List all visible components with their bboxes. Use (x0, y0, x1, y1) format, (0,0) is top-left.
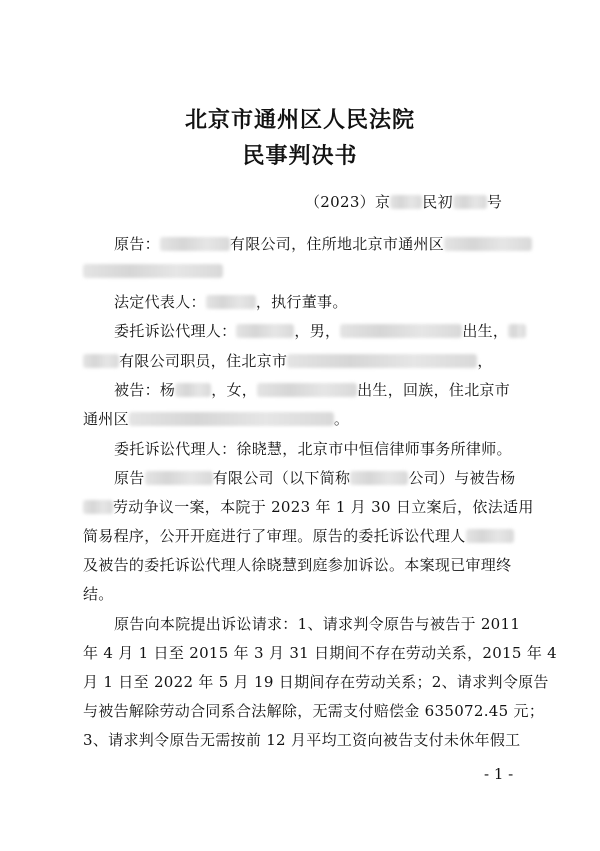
case-intro-line-1: 原告 有限公司（以下简称 公司）与被告杨 (114, 469, 516, 487)
redaction (444, 237, 532, 251)
defendant-agent: 委托诉讼代理人：徐晓慧，北京市中恒信律师事务所律师。 (114, 440, 512, 458)
plaintiff-agent: 委托诉讼代理人： ，男， 出生， (114, 320, 526, 341)
redaction (129, 412, 334, 426)
claims-line-2: 年 4 月 1 日至 2015 年 3 月 31 日期间不存在劳动关系，2015 年 4 (83, 644, 558, 662)
redaction (257, 383, 357, 397)
case-intro-line-2: 劳动争议一案，本院于 2023 年 1 月 30 日立案后，依法适用 (83, 496, 534, 517)
legal-representative: 法定代表人： ，执行董事。 (114, 293, 348, 311)
document-type: 民事判决书 (242, 144, 358, 169)
claims-line-5: 3、请求判令原告无需按前 12 月平均工资向被告支付未休年假工 (83, 731, 521, 749)
plaintiff-line-2 (83, 262, 223, 280)
case-intro-line-5: 结。 (83, 585, 114, 603)
redaction (466, 529, 514, 543)
redaction (160, 237, 230, 251)
claims-line-1: 原告向本院提出诉讼请求：1、请求判令原告与被告于 2011 (114, 615, 521, 633)
court-name: 北京市通州区人民法院 (184, 108, 415, 133)
claims-line-3: 月 1 日至 2022 年 5 月 19 日期间存在劳动关系；2、请求判令原告 (83, 673, 549, 691)
redaction (206, 295, 256, 309)
redaction (287, 354, 477, 368)
redaction (340, 324, 462, 338)
redaction (145, 471, 213, 485)
redaction (83, 354, 119, 368)
redaction (390, 195, 422, 209)
redaction (236, 324, 294, 338)
case-intro-line-4: 及被告的委托诉讼代理人徐晓慧到庭参加诉讼。本案现已审理终 (83, 556, 512, 574)
case-intro-line-3: 简易程序，公开开庭进行了审理。原告的委托诉讼代理人 (83, 525, 514, 546)
redaction (175, 383, 211, 397)
redaction (508, 324, 526, 338)
redaction (83, 264, 223, 278)
defendant-line-2: 通州区 。 (83, 410, 350, 428)
plaintiff-agent-line-2: 有限公司职员，住北京市 ， (83, 350, 493, 371)
page-number: - 1 - (484, 765, 514, 783)
redaction (350, 471, 408, 485)
defendant-line: 被告：杨 ，女， 出生，回族，住北京市 (114, 381, 511, 399)
case-number: （2023）京 民初 号 (305, 193, 503, 211)
redaction (453, 195, 487, 209)
claims-line-4: 与被告解除劳动合同系合法解除，无需支付赔偿金 635072.45 元； (83, 702, 545, 720)
plaintiff-line: 原告： 有限公司，住所地北京市通州区 (114, 233, 532, 254)
redaction (83, 500, 113, 514)
